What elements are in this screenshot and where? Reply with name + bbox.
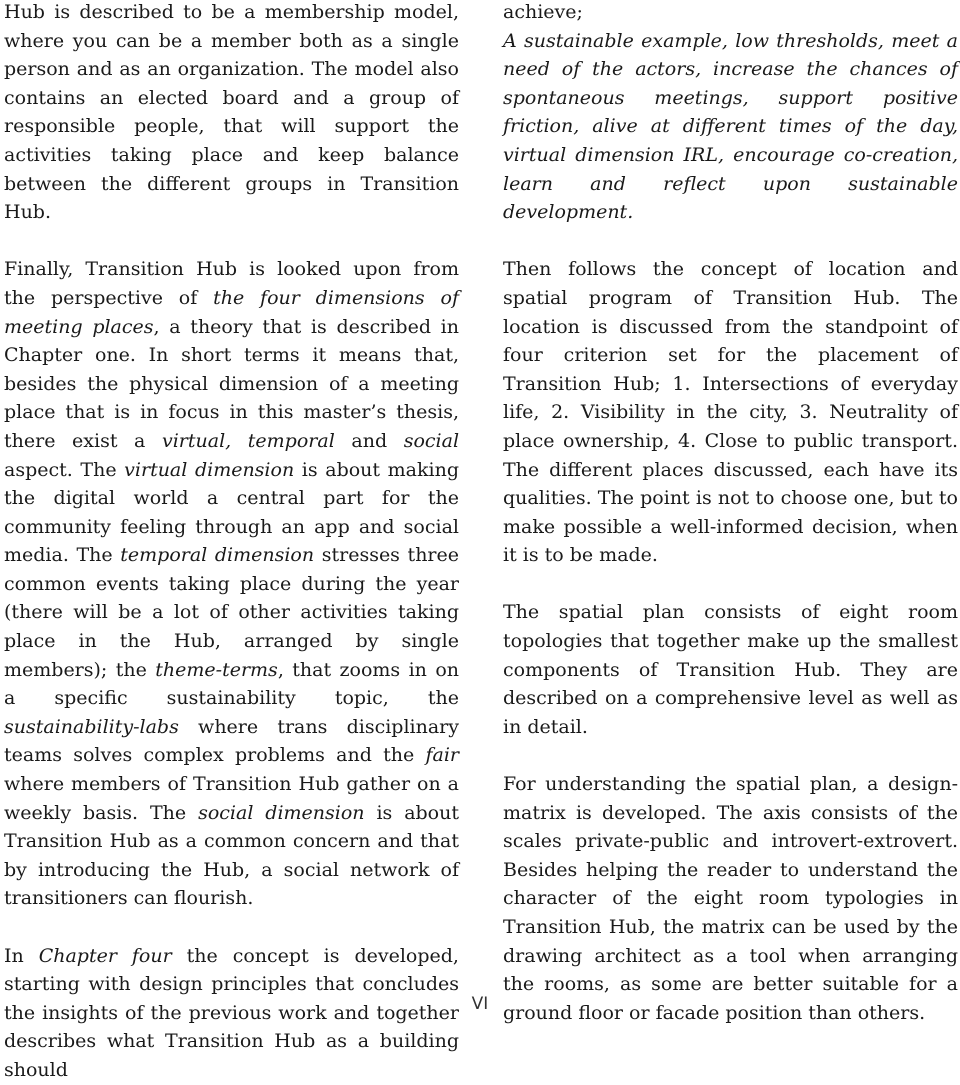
text-span: , that zooms in on a specific sustainability topic, the <box>4 658 459 710</box>
italic-span: social dimension <box>198 801 365 824</box>
text-span: stresses three common events taking place during the year (there will be a lot of other activities taking place in the Hub, arranged by single members); the <box>4 544 459 681</box>
text-span: Finally, Transition Hub is looked upon from the perspective of <box>4 258 459 309</box>
text-span: achieve; <box>503 1 583 23</box>
text-span: the concept is developed, starting with design principles that concludes the insights of the previous work and together describes what Transition Hub as a building should <box>4 944 459 1081</box>
paragraph-four-dimensions <box>4 255 459 913</box>
italic-span: theme-terms <box>155 658 278 681</box>
italic-span: virtual, temporal <box>161 429 335 452</box>
paragraph-membership-model: Hub is described to be a membership model, where you can be a member both as a single person and as an organization. The model also contains an elected board and a group of responsible people, that will support the activities taking place and keep balance between the different groups in Transition Hub. <box>4 1 459 224</box>
italic-span: fair <box>425 744 459 767</box>
italic-span: virtual dimension <box>124 458 295 481</box>
text-span: where members of Transition Hub gather on a weekly basis. The <box>4 773 459 824</box>
paragraph-design-principles <box>503 0 958 227</box>
text-span: , a theory that is described in Chapter one. In short terms it means that, besides the physical dimension of a meeting place that is in focus in this master’s thesis, there exist a <box>4 315 460 452</box>
text-span: In <box>4 944 39 967</box>
page-number: VI <box>471 994 489 1014</box>
text-span: aspect. The <box>4 458 125 481</box>
italic-span: social <box>403 429 460 452</box>
italic-span: sustainability-labs <box>4 715 179 738</box>
italic-span: temporal dimension <box>120 544 315 567</box>
italic-span: Chapter four <box>38 944 172 967</box>
paragraph-spatial-plan: The spatial plan consists of eight room topologies that together make up the smallest components of Transition Hub. They are described on a comprehensive level as well as in detail. <box>503 601 958 738</box>
left-column <box>4 0 459 1085</box>
italic-span: the four dimensions of meeting places <box>4 286 459 338</box>
text-span: is about making the digital world a central part for the community feeling through an app and social media. The <box>4 458 459 567</box>
text-span: where trans disciplinary teams solves complex problems and the <box>4 715 459 767</box>
text-span: is about Transition Hub as a common concern and that by introducing the Hub, a social network of transitioners can flourish. <box>4 801 459 910</box>
paragraph-design-matrix: For understanding the spatial plan, a design-matrix is developed. The axis consists of the scales private-public and introvert-extrovert. Besides helping the reader to understand the character of the eight room typologies in Transition Hub, the matrix can be used by the drawing architect as a tool when arranging the rooms, as some are better suitable for a ground floor or facade position than others. <box>503 773 958 1024</box>
paragraph-location: Then follows the concept of location and spatial program of Transition Hub. The location is discussed from the standpoint of four criterion set for the placement of Transition Hub; 1. Intersections of everyday life, 2. Visibility in the city, 3. Neutrality of place ownership, 4. Close to public transport. The different places discussed, each have its qualities. The point is not to choose one, but to make possible a well-informed decision, when it is to be made. <box>503 258 958 567</box>
italic-principles-list: A sustainable example, low thresholds, meet a need of the actors, increase the chances of spontaneous meetings, support positive friction, alive at different times of the day, virtual dimension IRL, encourage co-creation, learn and reflect upon sustainable development. <box>503 29 958 224</box>
text-span: and <box>334 429 404 452</box>
right-column <box>503 0 958 1027</box>
